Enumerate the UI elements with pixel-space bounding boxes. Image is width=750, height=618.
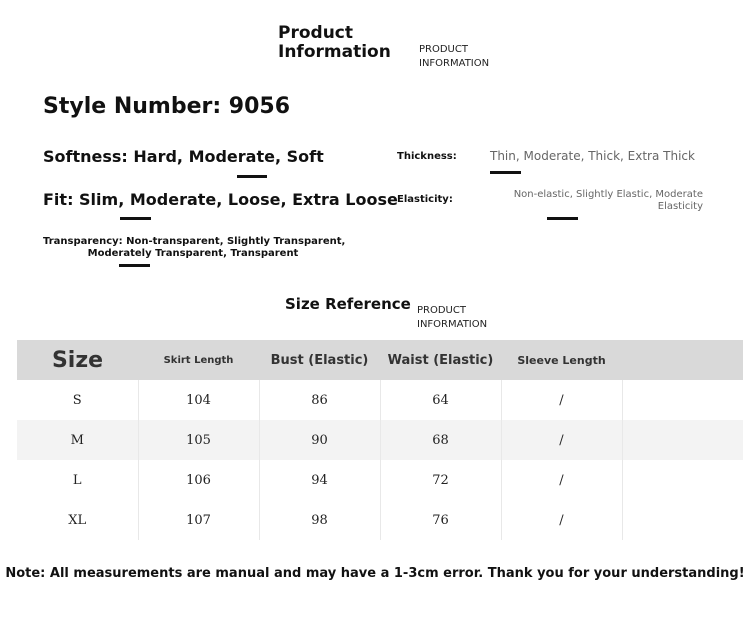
style-number: Style Number: 9056 [43,94,291,119]
header-waist: Waist (Elastic) [380,340,501,380]
header-title [278,24,408,62]
elasticity-value-line2: Elasticity [657,201,703,212]
cell-size: M [17,420,138,460]
elasticity-value [460,189,703,213]
measurement-note: Note: All measurements are manual and may have a 1-3cm error. Thank you for your understanding! [5,566,745,581]
cell-sleeve-length: / [501,460,622,500]
header-subtitle-line1: PRODUCT [419,44,468,55]
header-title-line1: Product [278,23,353,43]
transparency-line1: Transparency: Non-transparent, Slightly Transparent, [43,236,346,247]
header-skirt-length: Skirt Length [138,340,259,380]
cell-size: S [72,392,82,408]
softness-selected-marker [237,175,267,178]
header-bust: Bust (Elastic) [259,340,380,380]
softness-attribute: Softness: Hard, Moderate, Soft [43,147,324,166]
size-table-header-row [17,340,743,380]
table-row [17,380,743,420]
cell-bust: 86 [259,380,380,420]
size-reference-subtitle-line2: INFORMATION [417,319,488,330]
cell-skirt-length: 106 [138,460,259,500]
cell-bust: 98 [259,500,380,540]
elasticity-selected-marker [547,217,578,220]
header-subtitle-line2: INFORMATION [419,58,490,69]
elasticity-label: Elasticity: [397,194,453,205]
cell-empty [622,420,743,460]
thickness-label: Thickness: [397,151,457,162]
size-reference-subtitle [417,304,517,332]
header-subtitle [419,43,519,71]
header-size: Size [17,340,138,380]
cell-empty [622,500,743,540]
thickness-value: Thin, Moderate, Thick, Extra Thick [490,149,695,163]
header-sleeve-length: Sleeve Length [501,340,622,380]
header-title-line2: Information [278,42,391,62]
size-reference-subtitle-line1: PRODUCT [417,305,466,316]
cell-size: L [72,472,82,488]
cell-waist: 68 [380,420,501,460]
elasticity-value-line1: Non-elastic, Slightly Elastic, Moderate [513,189,703,200]
cell-size: XL [17,500,138,540]
cell-empty [622,380,743,420]
cell-waist: 72 [380,460,501,500]
size-table [17,340,743,540]
transparency-attribute [43,236,346,260]
cell-bust: 94 [259,460,380,500]
table-row [17,500,743,540]
transparency-selected-marker [119,264,150,267]
cell-skirt-length: 107 [138,500,259,540]
cell-sleeve-length: / [501,500,622,540]
size-reference-title: Size Reference [285,295,411,313]
cell-empty [622,460,743,500]
cell-sleeve-length: / [501,420,622,460]
transparency-line2: Moderately Transparent, Transparent [87,248,299,259]
cell-skirt-length: 104 [138,380,259,420]
fit-selected-marker [120,217,151,220]
thickness-selected-marker [490,171,521,174]
header-empty [622,340,743,380]
cell-waist: 76 [380,500,501,540]
fit-attribute: Fit: Slim, Moderate, Loose, Extra Loose [43,190,398,209]
cell-sleeve-length: / [501,380,622,420]
table-row [17,420,743,460]
table-row [17,460,743,500]
cell-bust: 90 [259,420,380,460]
cell-skirt-length: 105 [138,420,259,460]
cell-waist: 64 [380,380,501,420]
